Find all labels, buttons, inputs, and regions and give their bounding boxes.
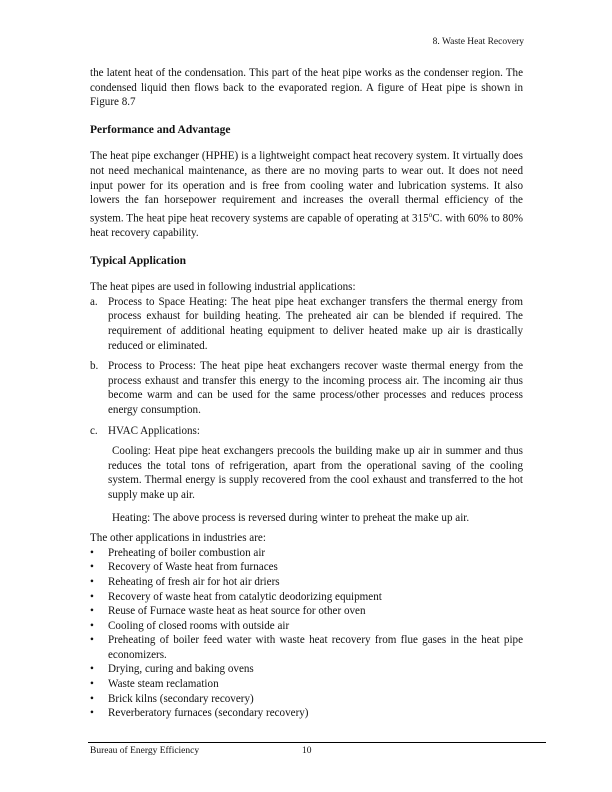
bullet-text: Waste steam reclamation <box>108 678 219 691</box>
bullet-item <box>90 590 523 605</box>
bullet-glyph: • <box>90 546 94 559</box>
list-item-text: Process to Space Heating: The heat pipe heat exchanger transfers the thermal energy from process exhaust for building heating. The preheated air can be blended if required. The requirement of additional heating equipment to deliver heated make up air is drastically reduced or eliminated. <box>108 295 523 352</box>
typical-lead: The heat pipes are used in following industrial applications: <box>90 281 356 294</box>
bullet-text: Preheating of boiler feed water with waste heat recovery from flue gases in the heat pipe economizers. <box>108 634 523 661</box>
performance-text-end: C. with 60% to 80% heat recovery capability. <box>90 212 523 240</box>
bullet-glyph: • <box>90 561 94 574</box>
bullet-text: Reverberatory furnaces (secondary recovery) <box>108 707 309 720</box>
bullet-glyph: • <box>90 663 94 676</box>
list-marker: c. <box>90 424 98 437</box>
intro-paragraph: the latent heat of the condensation. This part of the heat pipe works as the condenser region. The condensed liquid then flows back to the evaporated region. A figure of Heat pipe is shown in Figure 8.7 <box>90 67 523 109</box>
bullet-item <box>90 546 523 561</box>
bullet-text: Brick kilns (secondary recovery) <box>108 692 254 705</box>
bullet-glyph: • <box>90 575 94 588</box>
bullet-item <box>90 706 523 721</box>
hvac-cooling-paragraph: Cooling: Heat pipe heat exchangers precools the building make up air in summer and thus reduces the total tons of refrigeration, apart from the operational saving of the cooling system. Thermal energy is supply recovered from the cool exhaust and transferred to the hot supply make up air. <box>108 445 523 501</box>
list-item <box>90 424 523 439</box>
page-body <box>90 66 523 721</box>
bullet-text: Cooling of closed rooms with outside air <box>108 619 290 632</box>
bullet-text: Recovery of waste heat from catalytic deodorizing equipment <box>108 590 382 603</box>
bullet-item <box>90 604 523 619</box>
list-item-text: Process to Process: The heat pipe heat exchangers recover waste thermal energy from the process exhaust and transfer this energy to the incoming process air. The incoming air thus become warm and can be used for the same process/other processes and reduces process energy consumption. <box>108 360 523 416</box>
bullet-glyph: • <box>90 590 94 603</box>
bullet-item <box>90 619 523 634</box>
bullet-glyph: • <box>90 619 94 632</box>
bullet-glyph: • <box>90 634 94 647</box>
list-marker: a. <box>90 295 98 308</box>
bullet-item <box>90 662 523 677</box>
running-header: 8. Waste Heat Recovery <box>432 37 524 47</box>
footer-divider <box>88 742 546 743</box>
bullet-text: Preheating of boiler combustion air <box>108 546 266 559</box>
bullet-item <box>90 633 523 662</box>
list-item <box>90 359 523 417</box>
bullet-glyph: • <box>90 678 94 691</box>
performance-paragraph <box>90 149 523 240</box>
other-applications-lead: The other applications in industries are: <box>90 532 266 545</box>
bullet-item <box>90 560 523 575</box>
bullet-item <box>90 677 523 692</box>
bullet-text: Reheating of fresh air for hot air driers <box>108 575 280 588</box>
bullet-item <box>90 575 523 590</box>
section-heading-performance: Performance and Advantage <box>90 123 231 136</box>
bullet-glyph: • <box>90 692 94 705</box>
performance-text: The heat pipe exchanger (HPHE) is a lightweight compact heat recovery system. It virtually does not need mechanical maintenance, as there are no moving parts to wear out. It does not need input power for its operation and is free from cooling water and lubrication systems. It also lowers the fan horsepower requirement and increases the overall thermal efficiency of the system. The heat pipe heat recovery systems are capable of operating at 315 <box>90 150 523 225</box>
hvac-details <box>90 444 523 525</box>
other-applications-list <box>90 546 523 721</box>
bullet-glyph: • <box>90 707 94 720</box>
list-marker: b. <box>90 360 99 373</box>
bullet-text: Drying, curing and baking ovens <box>108 663 254 676</box>
application-list <box>90 295 523 438</box>
footer-organization: Bureau of Energy Efficiency <box>90 746 200 756</box>
section-heading-typical: Typical Application <box>90 254 186 267</box>
list-item <box>90 295 523 353</box>
bullet-glyph: • <box>90 605 94 618</box>
list-item-text: HVAC Applications: <box>108 424 200 437</box>
bullet-text: Recovery of Waste heat from furnaces <box>108 561 278 574</box>
bullet-text: Reuse of Furnace waste heat as heat source for other oven <box>108 605 366 618</box>
page-number: 10 <box>302 746 312 756</box>
hvac-heating-paragraph: Heating: The above process is reversed during winter to preheat the make up air. <box>112 511 470 524</box>
degree-superscript: o <box>428 210 433 219</box>
bullet-item <box>90 692 523 707</box>
